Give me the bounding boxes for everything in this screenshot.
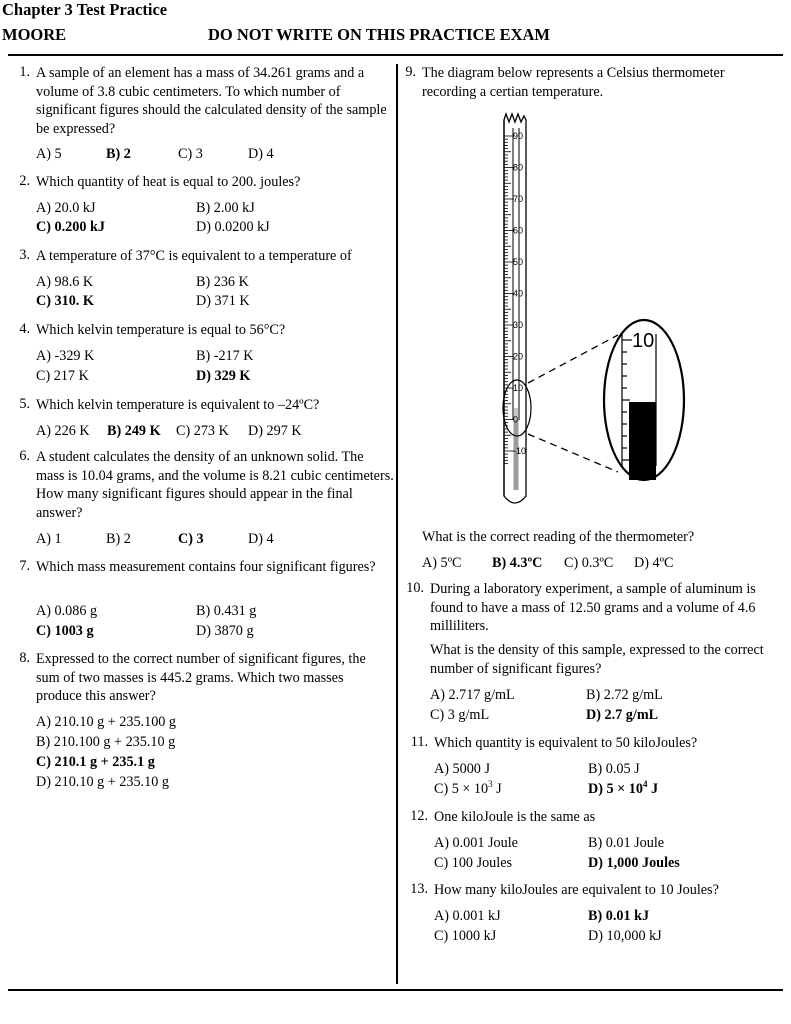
question-text: Which kelvin temperature is equal to 56°C?	[36, 322, 286, 338]
author-name: MOORE	[2, 25, 67, 44]
question-number: 3.	[19, 247, 30, 263]
option-c[interactable]: C) 3	[178, 146, 203, 162]
option-a[interactable]: A) -329 K	[36, 348, 95, 364]
zoom-label-10: 10	[632, 330, 655, 352]
option-b[interactable]: B) 2.72 g/mL	[586, 687, 663, 703]
scale-label: 80	[513, 162, 524, 173]
option-d[interactable]: D) 4ºC	[634, 555, 674, 571]
option-c[interactable]: C) 217 K	[36, 368, 89, 384]
scale-label: -10	[513, 446, 527, 456]
option-c[interactable]: C) 0.3ºC	[564, 555, 614, 571]
question-number: 11.	[410, 734, 428, 750]
question-text: Which quantity is equivalent to 50 kiloJoules?	[434, 735, 698, 751]
question-number: 12.	[410, 808, 428, 824]
option-b[interactable]: B) 0.01 Joule	[588, 835, 665, 851]
option-b[interactable]: B) 4.3ºC	[492, 555, 543, 571]
option-c[interactable]: C) 1000 kJ	[434, 928, 497, 944]
option-a[interactable]: A) 210.10 g + 235.100 g	[36, 714, 177, 730]
question-text: A student calculates the density of an unknown solid. The mass is 10.04 grams, and the volume is 8.21 cubic centimeters. How many significant figures should appear in the final answer?	[36, 449, 394, 521]
question-number: 2.	[19, 173, 30, 189]
option-c[interactable]: C) 100 Joules	[434, 855, 513, 871]
option-c[interactable]: C) 3	[178, 531, 204, 547]
question-text: Which quantity of heat is equal to 200. joules?	[36, 174, 301, 190]
option-b[interactable]: B) 236 K	[196, 274, 249, 290]
option-a[interactable]: A) 0.001 kJ	[434, 908, 501, 924]
option-a[interactable]: A) 1	[36, 531, 62, 547]
question-subtext: What is the correct reading of the thermometer?	[422, 529, 695, 545]
question-number: 9.	[405, 64, 416, 80]
footer-rule	[8, 989, 783, 991]
option-a[interactable]: A) 5ºC	[422, 555, 462, 571]
question-number: 10.	[406, 580, 424, 596]
question-text: Expressed to the correct number of significant figures, the sum of two masses is 445.2 grams. Which two masses produce this answer?	[36, 651, 366, 704]
option-d[interactable]: D) 4	[248, 531, 274, 547]
option-a[interactable]: A) 5000 J	[434, 761, 490, 777]
question-text: Which kelvin temperature is equivalent to –24ºC?	[36, 397, 320, 413]
zoom-liquid	[629, 402, 656, 480]
scale-label: 20	[513, 351, 524, 362]
option-d[interactable]: D) 371 K	[196, 293, 250, 309]
option-d[interactable]: D) 4	[248, 146, 274, 162]
option-d[interactable]: D) 10,000 kJ	[588, 928, 662, 944]
tube-scale-labels	[513, 131, 526, 456]
option-c[interactable]: C) 210.1 g + 235.1 g	[36, 754, 155, 770]
option-d[interactable]: D) 1,000 Joules	[588, 855, 680, 871]
exam-notice: DO NOT WRITE ON THIS PRACTICE EXAM	[208, 25, 550, 44]
option-b[interactable]: B) 210.100 g + 235.10 g	[36, 734, 176, 750]
scale-label: 40	[513, 288, 524, 299]
question-number: 1.	[19, 64, 30, 80]
option-a[interactable]: A) 2.717 g/mL	[430, 687, 515, 703]
option-c[interactable]: C) 0.200 kJ	[36, 219, 105, 235]
scale-label: 10	[513, 383, 524, 393]
option-b[interactable]: B) -217 K	[196, 348, 254, 364]
option-b[interactable]: B) 249 K	[107, 423, 161, 439]
question-number: 8.	[19, 650, 30, 666]
question-text: A temperature of 37°C is equivalent to a temperature of	[36, 248, 352, 264]
thermometer-diagram	[470, 108, 710, 516]
option-a[interactable]: A) 98.6 K	[36, 274, 94, 290]
scale-label: 0	[513, 414, 519, 425]
option-d[interactable]: D) 3870 g	[196, 623, 254, 639]
option-d[interactable]: D) 210.10 g + 235.10 g	[36, 774, 169, 790]
question-text: How many kiloJoules are equivalent to 10 Joules?	[434, 882, 719, 898]
zoom-connector-bottom	[528, 434, 618, 472]
option-d[interactable]: D) $5 \times 10^4$ J	[588, 779, 659, 797]
question-subtext: What is the density of this sample, expressed to the correct number of significant figures?	[430, 642, 764, 677]
option-a[interactable]: A) 0.086 g	[36, 603, 98, 619]
option-a[interactable]: A) 5	[36, 146, 62, 162]
scale-label: 30	[513, 320, 524, 330]
scale-label: 90	[513, 131, 524, 141]
scale-label: 60	[513, 225, 524, 236]
question-text: The diagram below represents a Celsius thermometer recording a certian temperature.	[422, 65, 725, 100]
option-a[interactable]: A) 0.001 Joule	[434, 835, 518, 851]
option-a[interactable]: A) 20.0 kJ	[36, 200, 96, 216]
option-c[interactable]: C) 3 g/mL	[430, 707, 490, 723]
option-b[interactable]: B) 2	[106, 146, 131, 162]
column-divider	[396, 64, 398, 984]
question-number: 7.	[19, 558, 30, 574]
page-title: Chapter 3 Test Practice	[2, 0, 168, 19]
option-c[interactable]: C) 310. K	[36, 293, 94, 309]
question-number: 6.	[19, 448, 30, 464]
option-a[interactable]: A) 226 K	[36, 423, 90, 439]
question-number: 5.	[19, 396, 30, 412]
option-b[interactable]: B) 0.05 J	[588, 761, 640, 777]
option-b[interactable]: B) 0.431 g	[196, 603, 257, 619]
zoom-connector-top	[528, 335, 618, 383]
question-text: A sample of an element has a mass of 34.261 grams and a volume of 3.8 cubic centimeters. To which number of significant figures should the calculated density of the sample be expressed?	[36, 65, 387, 137]
question-number: 4.	[19, 321, 30, 337]
option-d[interactable]: D) 329 K	[196, 368, 251, 384]
question-text: Which mass measurement contains four significant figures?	[36, 559, 376, 575]
option-b[interactable]: B) 0.01 kJ	[588, 908, 650, 924]
scale-label: 50	[513, 257, 524, 267]
option-c[interactable]: C) 1003 g	[36, 623, 94, 639]
option-d[interactable]: D) 2.7 g/mL	[586, 707, 659, 723]
question-text: One kiloJoule is the same as	[434, 809, 596, 825]
header-rule	[8, 54, 783, 56]
option-c[interactable]: C) $5 \times 10^3$ J	[434, 779, 502, 797]
option-c[interactable]: C) 273 K	[176, 423, 229, 439]
option-d[interactable]: D) 297 K	[248, 423, 302, 439]
option-d[interactable]: D) 0.0200 kJ	[196, 219, 270, 235]
option-b[interactable]: B) 2	[106, 531, 131, 547]
scale-label: 70	[513, 194, 524, 204]
question-text: During a laboratory experiment, a sample of aluminum is found to have a mass of 12.50 grams and a volume of 4.6 milliliters.	[430, 581, 756, 634]
zoom-view	[604, 320, 684, 480]
option-b[interactable]: B) 2.00 kJ	[196, 200, 255, 216]
question-number: 13.	[410, 881, 428, 897]
